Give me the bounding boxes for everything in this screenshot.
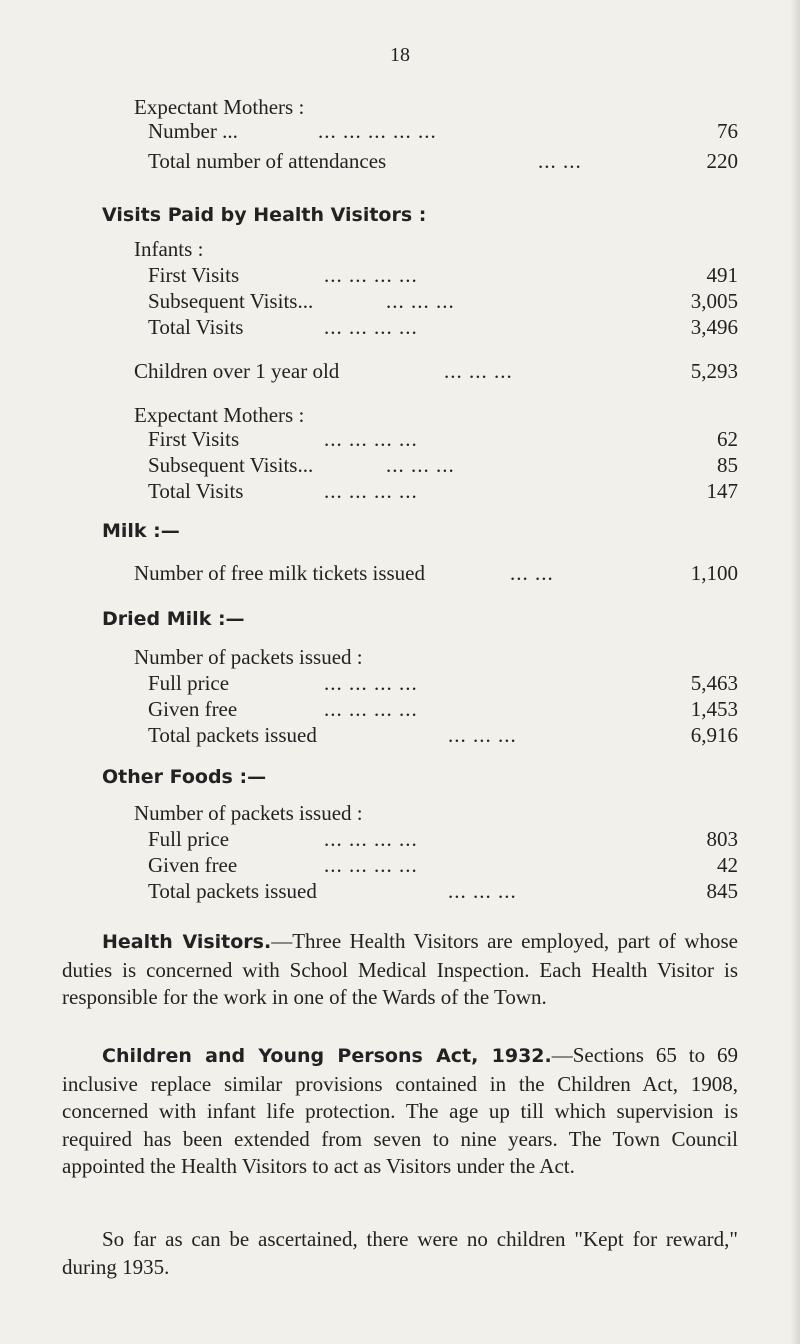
table-row: First Visits ... ... ... ... 491 [148,263,738,287]
table-row: Full price ... ... ... ... 803 [148,827,738,851]
table-row: Subsequent Visits... ... ... ... 3,005 [148,289,738,313]
table-row: Number of free milk tickets issued ... ... 1,100 [134,561,738,585]
subsection-label: Number of packets issued : [134,645,363,669]
subsection-label: Expectant Mothers : [134,403,305,427]
heading-visits: Visits Paid by Health Visitors : [102,204,427,226]
heading-milk: Milk :— [102,520,180,542]
page-number: 18 [390,44,410,66]
paragraph-kept-for-reward: So far as can be ascertained, there were no children "Kept for reward," during 1935. [62,1227,738,1279]
paragraph-children-act: Children and Young Persons Act, 1932.—Sections 65 to 69 inclusive replace similar provisions contained in the Children Act, 1908, concerned with infant life protection. The age up till which supervision is required has been extended from seven to nine years. The Town Council appointed the Health Visitors to act as Visitors under the Act. [62,1043,738,1178]
table-row: Given free ... ... ... ... 1,453 [148,697,738,721]
table-row: Total number of attendances ... ... 220 [148,149,738,173]
paragraph-health-visitors: Health Visitors.—Three Health Visitors are employed, part of whose duties is concerned with School Medical Inspection. Each Health Visitor is responsible for the work in one of the Wards of the Town. [62,929,738,1009]
table-row: Total Visits ... ... ... ... 147 [148,479,738,503]
table-row: Full price ... ... ... ... 5,463 [148,671,738,695]
table-row: First Visits ... ... ... ... 62 [148,427,738,451]
page-edge-shadow [790,0,800,1344]
table-row: Children over 1 year old ... ... ... 5,293 [134,359,738,383]
heading-dried-milk: Dried Milk :— [102,608,245,630]
table-row: Given free ... ... ... ... 42 [148,853,738,877]
table-row: Total Visits ... ... ... ... 3,496 [148,315,738,339]
table-row: Number ... ... ... ... ... ... 76 [148,119,738,143]
paragraph-heading: Health Visitors. [102,931,272,953]
section-label: Expectant Mothers : [134,95,305,119]
paragraph-heading: Children and Young Persons Act, 1932. [102,1045,552,1067]
table-row: Subsequent Visits... ... ... ... 85 [148,453,738,477]
heading-other-foods: Other Foods :— [102,766,267,788]
table-row: Total packets issued ... ... ... 6,916 [148,723,738,747]
subsection-label: Number of packets issued : [134,801,363,825]
subsection-label: Infants : [134,237,204,261]
table-row: Total packets issued ... ... ... 845 [148,879,738,903]
